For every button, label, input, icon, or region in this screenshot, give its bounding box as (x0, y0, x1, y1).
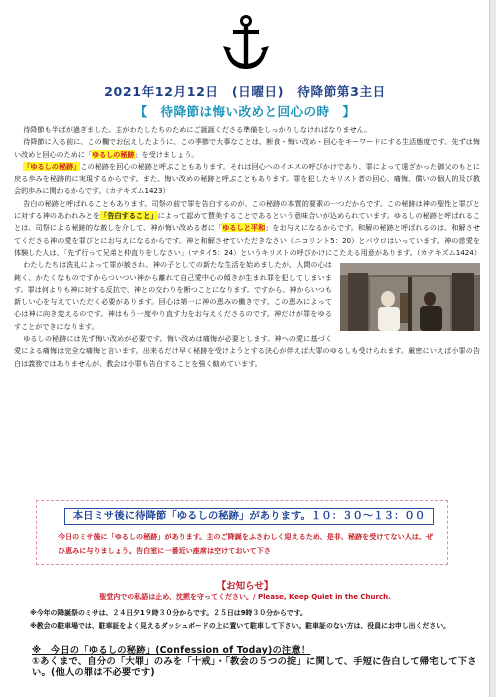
service-date: 2021年12月12日 (日曜日) 待降節第3主日 (104, 84, 386, 99)
highlight-sacrament-name: 「ゆるしの秘跡」 (23, 161, 81, 171)
notice-parking: ※教会の駐車場では、駐車証をよく見えるダッシュボードの上に置いて駐車して下さい。駐車証のない方は、役員にお申し出ください。 (30, 622, 450, 630)
article-body (14, 124, 480, 370)
anchor-icon (221, 13, 271, 73)
confession-photo (340, 263, 480, 331)
paragraph-baptism: わたしたちは洗礼によって罪が赦され、神の子としての新たな生活を始めましたが、人間の心は鈍く、かたくなものですからついつい神から離れて自己愛中心の傾きが生まれ罪を犯してしまいます。罪は何よりも神に対する反抗で、神との交わりを断つことになります。ですから、神からいつも新しい心を与えていただく必要があります。回心は第一に神の恵みの働きです。この恵みによって心は神に向き変えるのです。神はもう一度やり直す力をお与えくださるのです。神だけが罪をゆるすことができになります。 (14, 259, 480, 333)
paragraph-conversion: 「ゆるしの秘跡」この秘跡を回心の秘跡と呼ぶこともあります。それは回心へのイエスの呼びかけであり、罪によって遠ざかった御父のもとに戻る歩みを秘跡的に実現するからです。また、悔い改めの秘跡と呼ぶこともあります。罪を犯したキリスト者の回心、痛悔、償いの個人的及び教会的歩みに関わるからです。（カテキズム1423） (14, 161, 480, 196)
highlight-peace: ゆるしと平和 (222, 223, 266, 233)
notice-confession-caution: ※ 今日の「ゆるしの秘跡」(Confession of Today)の注意！ ①あくまで、自分の「大罪」のみを「十戒」・「教会の５つの掟」に関して、手短に告白して帰宅して下さい。(他人の罪は不必要です) (32, 645, 477, 678)
confession-note: 今日のミサ後に「ゆるしの秘跡」があります。主のご降誕をふさわしく迎えるため、是非、秘跡を受けてない人は、ぜひ恵みに与りましょう。告白室に一番近い座席は空けておいて下さ (58, 532, 434, 555)
paragraph-confession: 告白の秘跡と呼ばれることもあります。司祭の前で罪を告白するのが、この秘跡の本質的要素の一つだからです。この秘跡は神の聖性と罪びとに対する神のあわれみとを「告白すること」によって認めて賛美することであるという意味合いが込められています。ゆるしの秘跡と呼ばれることは、司祭による秘跡的な赦しを介して、神が悔い改める者に「ゆるしと平和」をお与えになるからです。和解の秘跡と呼ばれるのは、和解させてくださる神の愛を罪びとにお与えになるからです。神と和解させていただきなさい（ニコリント5：20）とパウロはいっています。神の慈愛を体験した人は、「先ず行って兄弟と仲直りをしなさい」（マタイ5：24）というキリストの呼びかけにこたえる用意があります。（カテキズム1424） (14, 198, 481, 257)
highlight-sacrament: ゆるしの秘跡 (92, 149, 135, 159)
paragraph-contrition: ゆるしの秘跡には先ず悔い改めが必要です。悔い改めは痛悔が必要とします。神への愛に基づく愛による痛悔は完全な痛悔と言います。出来るだけ早く秘跡を受けようとする決心が伴えば大罪のゆるしも受けられます。厳密にいえば小罪の告白は義務ではありませんが、教会は小罪も告白することを強く勧めています。 (14, 334, 480, 368)
paragraph-advent: 待降節に入る前に、この欄でお伝えしたように、この季節で大事なことは、断食・悔い改め・回心をキーワードにする生活態度です。先ずは悔い改めと回心のために「ゆるしの秘跡」を受けましょう。 (14, 137, 480, 159)
page-title: 【 待降節は悔い改めと回心の時 】 (134, 104, 356, 119)
highlight-confess: 「告白すること」 (100, 211, 158, 221)
quiet-request: 聖堂内での私語は止め、沈黙を守ってください。/ Please, Keep Quiet in the Church. (99, 593, 391, 601)
notice-heading: 【お知らせ】 (216, 581, 274, 592)
paragraph-intro: 待降節も半ばが過ぎました。主がわたしたちのためにご誕誕くださる準備をしっかりしなければなりません。 (23, 125, 372, 134)
confession-schedule: 本日ミサ後に待降節「ゆるしの秘跡」があります。１０：３０～１３：００ (64, 508, 434, 525)
notice-christmas-mass: ※今年の降誕祭のミサは、２４日夕1９時３０分からです。２５日は9時３０分からです。 (30, 609, 307, 617)
